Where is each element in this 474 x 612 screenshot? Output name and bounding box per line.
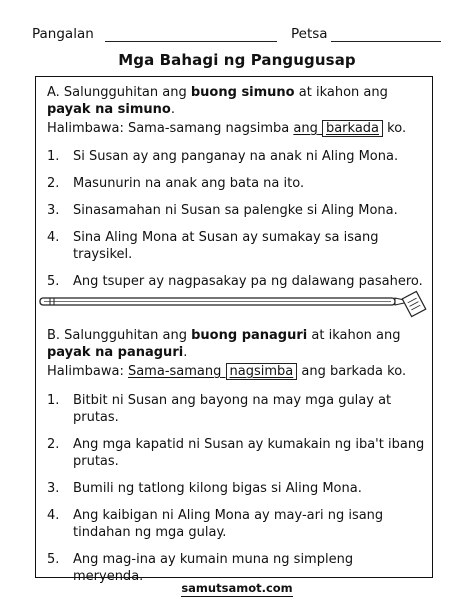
- section-b-example: Halimbawa: Sama-samang nagsimba ang barkada ko.: [47, 364, 407, 379]
- page-title: Mga Bahagi ng Pangugusap: [118, 51, 356, 69]
- worksheet-box: [35, 76, 433, 584]
- list-item: 5. Ang tsuper ay nagpasakay pa ng dalawang pasahero.: [47, 274, 423, 289]
- section-a-instruction: A. Salungguhitan ang buong simuno at ikahon ang payak na simuno.: [47, 85, 388, 117]
- site-link[interactable]: samutsamot.com: [181, 581, 293, 595]
- list-item: 3. Sinasamahan ni Susan sa palengke si Aling Mona.: [47, 203, 398, 218]
- pencil-divider-icon: [36, 286, 432, 320]
- date-label: Petsa: [291, 26, 328, 42]
- list-item: 2. Ang mga kapatid ni Susan ay kumakain ng iba't ibang prutas.: [47, 437, 425, 469]
- section-b: [47, 327, 427, 585]
- section-b-instruction: B. Salungguhitan ang buong panaguri at ikahon ang payak na panaguri.: [47, 328, 401, 360]
- name-field-line[interactable]: [105, 41, 277, 42]
- worksheet-header: [32, 26, 442, 46]
- list-item: 4. Ang kaibigan ni Aling Mona ay may-ari ng isang tindahan ng mga gulay.: [47, 508, 384, 540]
- section-a-example: Halimbawa: Sama-samang nagsimba ang barkada ko.: [47, 121, 407, 136]
- list-item: 2. Masunurin na anak ang bata na ito.: [47, 176, 305, 191]
- site-footer: [0, 581, 474, 595]
- section-a: [47, 84, 427, 290]
- list-item: 5. Ang mag-ina ay kumain muna ng simpleng meryenda.: [47, 552, 354, 584]
- name-label: Pangalan: [32, 26, 94, 42]
- list-item: 3. Bumili ng tatlong kilong bigas si Aling Mona.: [47, 481, 362, 496]
- list-item: 1. Si Susan ay ang panganay na anak ni Aling Mona.: [47, 149, 399, 164]
- list-item: 4. Sina Aling Mona at Susan ay sumakay sa isang traysikel.: [47, 230, 379, 262]
- list-item: 1. Bitbit ni Susan ang bayong na may mga gulay at prutas.: [47, 393, 392, 425]
- date-field-line[interactable]: [331, 41, 441, 42]
